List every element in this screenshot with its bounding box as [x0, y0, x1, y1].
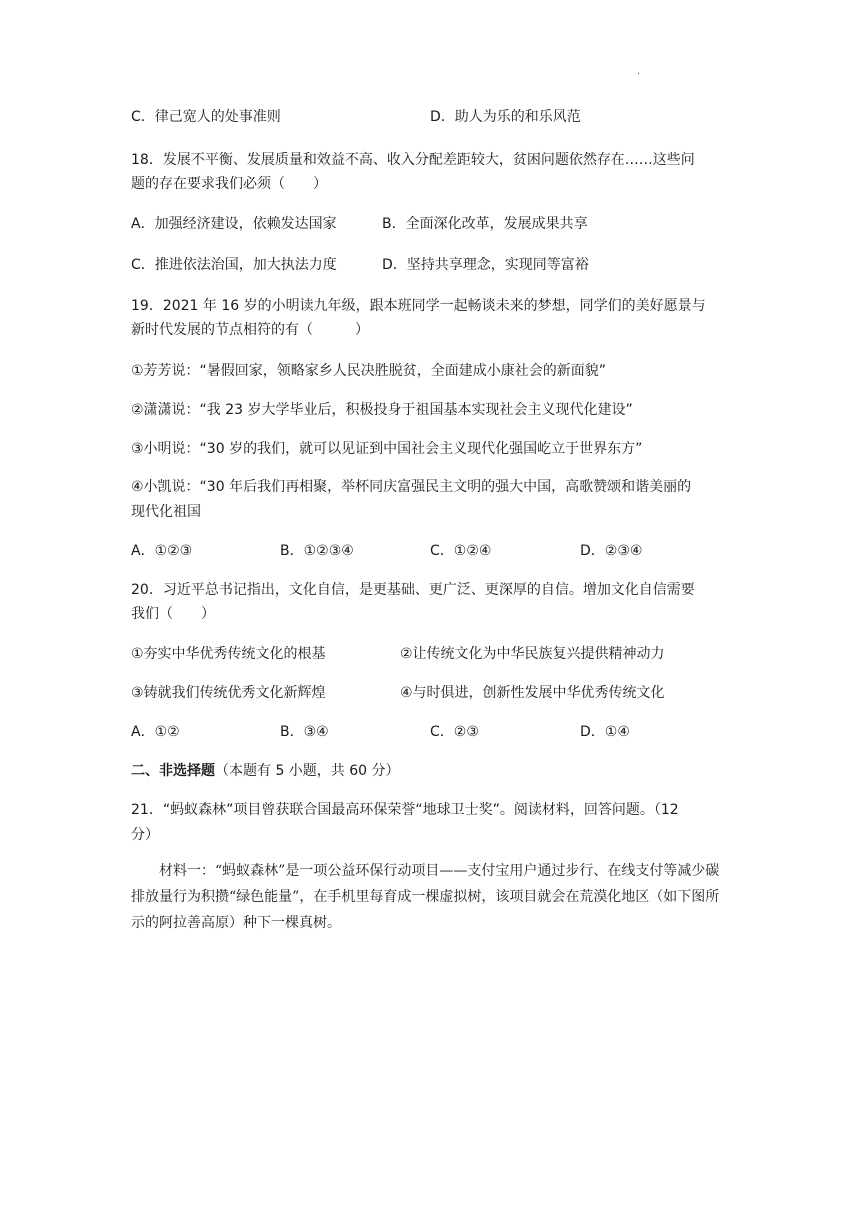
q17-option-d: D．助人为乐的和乐风范 — [430, 109, 581, 125]
q20-option-c: C．②③ — [430, 724, 479, 740]
q20-option-d: D．①④ — [580, 724, 630, 740]
q20-stem-line1: 20．习近平总书记指出，文化自信，是更基础、更广泛、更深厚的自信。增加文化自信需要 — [131, 582, 695, 598]
q19-stem-line2: 新时代发展的节点相符的有（ ） — [131, 322, 369, 338]
q20-statement-1: ①夯实中华优秀传统文化的根基 — [131, 646, 326, 662]
page-dot: . — [637, 66, 641, 77]
q19-option-c: C．①②④ — [430, 543, 492, 559]
q19-statement-1: ①芳芳说：“暑假回家，领略家乡人民决胜脱贫，全面建成小康社会的新面貌” — [131, 363, 607, 379]
q18-option-a: A．加强经济建设，依赖发达国家 — [131, 216, 337, 232]
q21-stem-line2: 分） — [131, 827, 159, 843]
q21-material-1: 材料一：“蚂蚁森林”是一项公益环保行动项目——支付宝用户通过步行、在线支付等减少碳排放量行为积攒“绿色能量”，在手机里每育成一棵虚拟树，该项目就会在荒漠化地区（如下图所示的阿拉善高原）种下一棵真树。 — [131, 863, 720, 931]
q18-option-c: C．推进依法治国，加大执法力度 — [131, 257, 337, 273]
q20-statement-2: ②让传统文化为中华民族复兴提供精神动力 — [400, 646, 665, 662]
q20-statement-3: ③铸就我们传统优秀文化新辉煌 — [131, 685, 326, 701]
q19-option-b: B．①②③④ — [280, 543, 354, 559]
q21-stem-line1: 21．“蚂蚁森林”项目曾获联合国最高环保荣誉“地球卫士奖”。阅读材料，回答问题。（12 — [131, 802, 679, 818]
q20-stem-line2: 我们（ ） — [131, 606, 215, 622]
q18-stem-line2: 题的存在要求我们必须（ ） — [131, 176, 327, 192]
q19-statement-3: ③小明说：“30 岁的我们，就可以见证到中国社会主义现代化强国屹立于世界东方” — [131, 441, 643, 457]
q19-statement-4-line1: ④小凯说：“30 年后我们再相聚，举杯同庆富强民主文明的强大中国，高歌赞颂和谐美丽的 — [131, 479, 692, 495]
q19-option-a: A．①②③ — [131, 543, 193, 559]
q18-option-b: B．全面深化改革，发展成果共享 — [382, 216, 588, 232]
q20-option-b: B．③④ — [280, 724, 329, 740]
q20-option-a: A．①② — [131, 724, 180, 740]
q20-statement-4: ④与时俱进，创新性发展中华优秀传统文化 — [400, 685, 665, 701]
q19-option-d: D．②③④ — [580, 543, 643, 559]
section2-title: 二、非选择题 — [131, 763, 215, 779]
q18-stem-line1: 18．发展不平衡、发展质量和效益不高、收入分配差距较大，贫困问题依然存在……这些问 — [131, 152, 695, 168]
q19-statement-2: ②潇潇说：“我 23 岁大学毕业后，积极投身于祖国基本实现社会主义现代化建设” — [131, 402, 633, 418]
section2-heading — [131, 761, 400, 781]
section2-note: （本题有 5 小题，共 60 分） — [215, 763, 400, 779]
q19-stem-line1: 19．2021 年 16 岁的小明读九年级，跟本班同学一起畅谈未来的梦想，同学们的美好愿景与 — [131, 298, 706, 314]
q18-option-d: D．坚持共享理念，实现同等富裕 — [382, 257, 589, 273]
q19-statement-4-line2: 现代化祖国 — [131, 504, 201, 520]
q17-option-c: C．律己宽人的处事准则 — [131, 109, 281, 125]
